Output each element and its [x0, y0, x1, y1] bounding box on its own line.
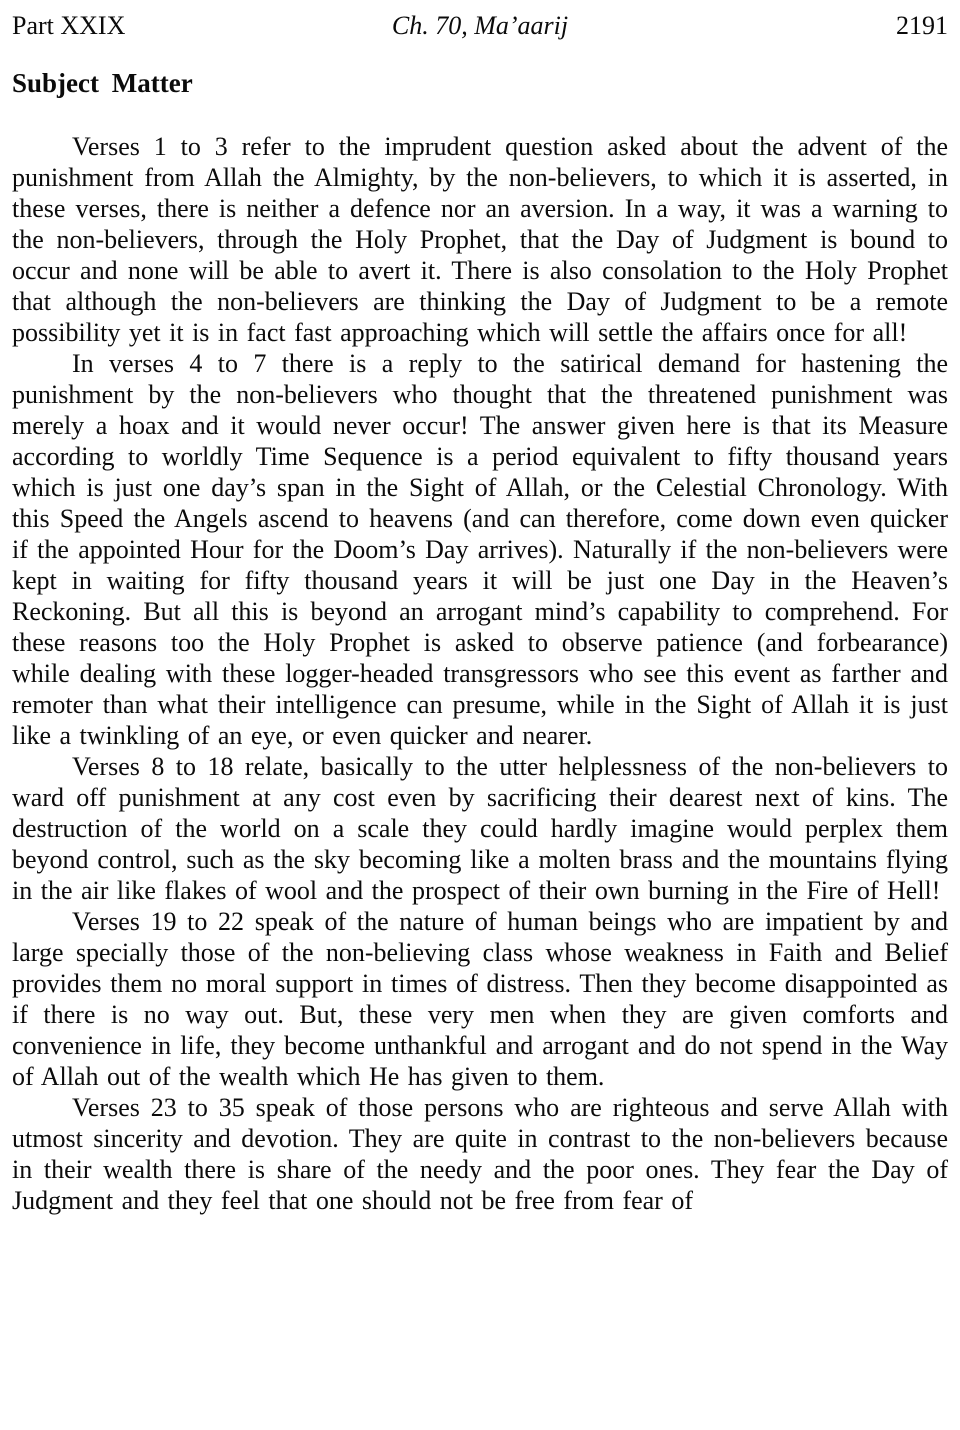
paragraph-verses-19-22: Verses 19 to 22 speak of the nature of human beings who are impatient by and large specially those of the non-believing class whose weakness in Faith and Belief provides them no moral support in times of distress. Then they become disappointed as if there is no way out. But, these very men when they are given comforts and convenience in life, they become unthankful and arrogant and do not spend in the Way of Allah out of the wealth which He has given to them. [12, 907, 948, 1091]
section-heading: Subject Matter [12, 68, 193, 98]
paragraph-verses-8-18: Verses 8 to 18 relate, basically to the utter helplessness of the non-believers to ward off punishment at any cost even by sacrificing their dearest next of kins. The destruction of the world on a scale they could hardly imagine would perplex them beyond control, such as the sky becoming like a molten brass and the mountains flying in the air like flakes of wool and the prospect of their own burning in the Fire of Hell! [12, 752, 948, 905]
paragraph-verses-4-7: In verses 4 to 7 there is a reply to the satirical demand for hastening the punishment by the non-believers who thought that the threatened punishment was merely a hoax and it would never occur! The answer given here is that its Measure according to worldly Time Sequence is a period equivalent to fifty thousand years which is just one day’s span in the Sight of Allah, or the Celestial Chronology. With this Speed the Angels ascend to heavens (and can therefore, come down even quicker if the appointed Hour for the Doom’s Day arrives). Naturally if the non-believers were kept in waiting for fifty thousand years it will be just one Day in the Heaven’s Reckoning. But all this is beyond an arrogant mind’s capability to comprehend. For these reasons too the Holy Prophet is asked to observe patience (and forbearance) while dealing with these logger-headed transgressors who see this event as farther and remoter than what their intelligence can presume, while in the Sight of Allah it is just like a twinkling of an eye, or even quicker and nearer. [12, 349, 948, 750]
paragraph-verses-23-35: Verses 23 to 35 speak of those persons who are righteous and serve Allah with utmost sincerity and devotion. They are quite in contrast to the non-believers because in their wealth there is share of the needy and the poor ones. They fear the Day of Judgment and they feel that one should not be free from fear of [12, 1093, 948, 1215]
page-number: 2191 [896, 11, 948, 40]
chapter-title: Ch. 70, Ma’aarij [391, 11, 569, 40]
page-header [12, 10, 948, 42]
paragraph-verses-1-3: Verses 1 to 3 refer to the imprudent question asked about the advent of the punishment from Allah the Almighty, by the non-believers, to which it is asserted, in these verses, there is neither a defence nor an aversion. In a way, it was a warning to the non-believers, through the Holy Prophet, that the Day of Judgment is bound to occur and none will be able to avert it. There is also consolation to the Holy Prophet that although the non-believers are thinking the Day of Judgment to be a remote possibility yet it is in fact fast approaching which will settle the affairs once for all! [12, 132, 948, 347]
part-label: Part XXIX [12, 11, 126, 40]
